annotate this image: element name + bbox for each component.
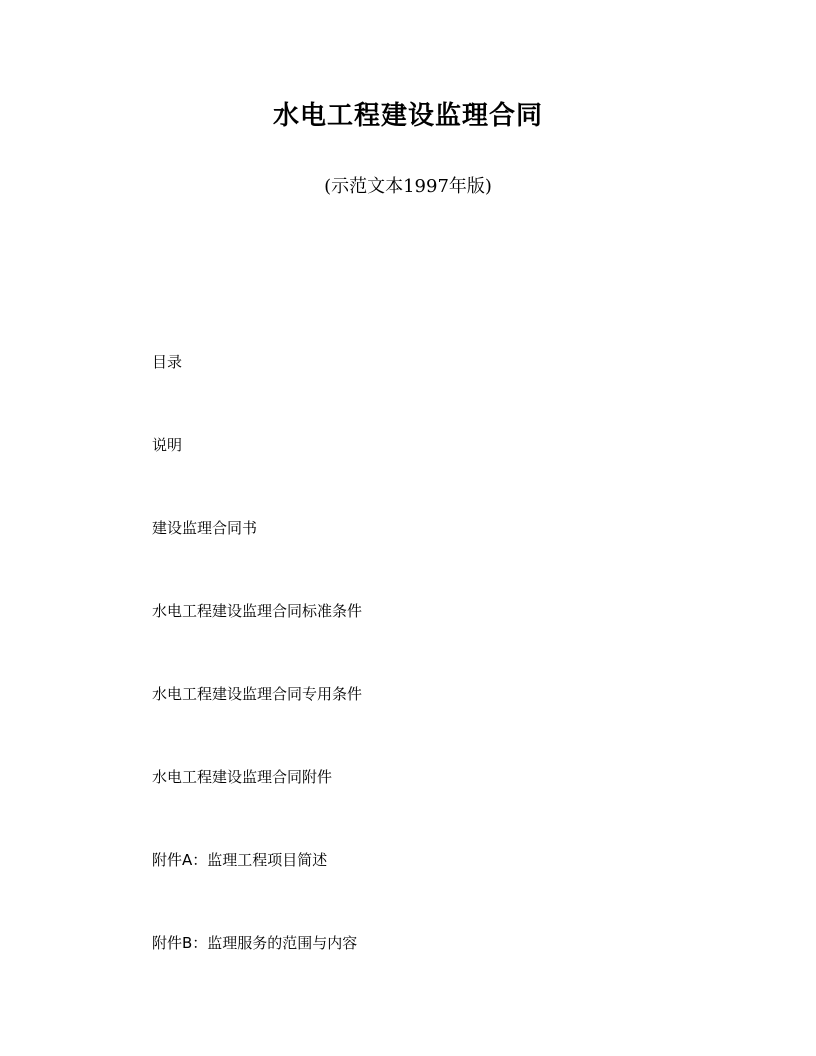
toc-item-contract-agreement: 建设监理合同书: [152, 519, 258, 537]
toc-item-appendix-b: 附件B：监理服务的范围与内容: [152, 934, 358, 952]
toc-item-special-conditions: 水电工程建设监理合同专用条件: [152, 685, 363, 703]
table-of-contents: [152, 350, 752, 1014]
toc-item-standard-conditions: 水电工程建设监理合同标准条件: [152, 602, 363, 620]
document-subtitle: (示范文本1997年版): [324, 176, 492, 197]
toc-item-appendix-a: 附件A：监理工程项目简述: [152, 851, 328, 869]
toc-item-appendices: 水电工程建设监理合同附件: [152, 768, 333, 786]
toc-item-explanation: 说明: [152, 436, 183, 454]
toc-heading: 目录: [152, 353, 183, 371]
document-title: 水电工程建设监理合同: [272, 101, 543, 131]
